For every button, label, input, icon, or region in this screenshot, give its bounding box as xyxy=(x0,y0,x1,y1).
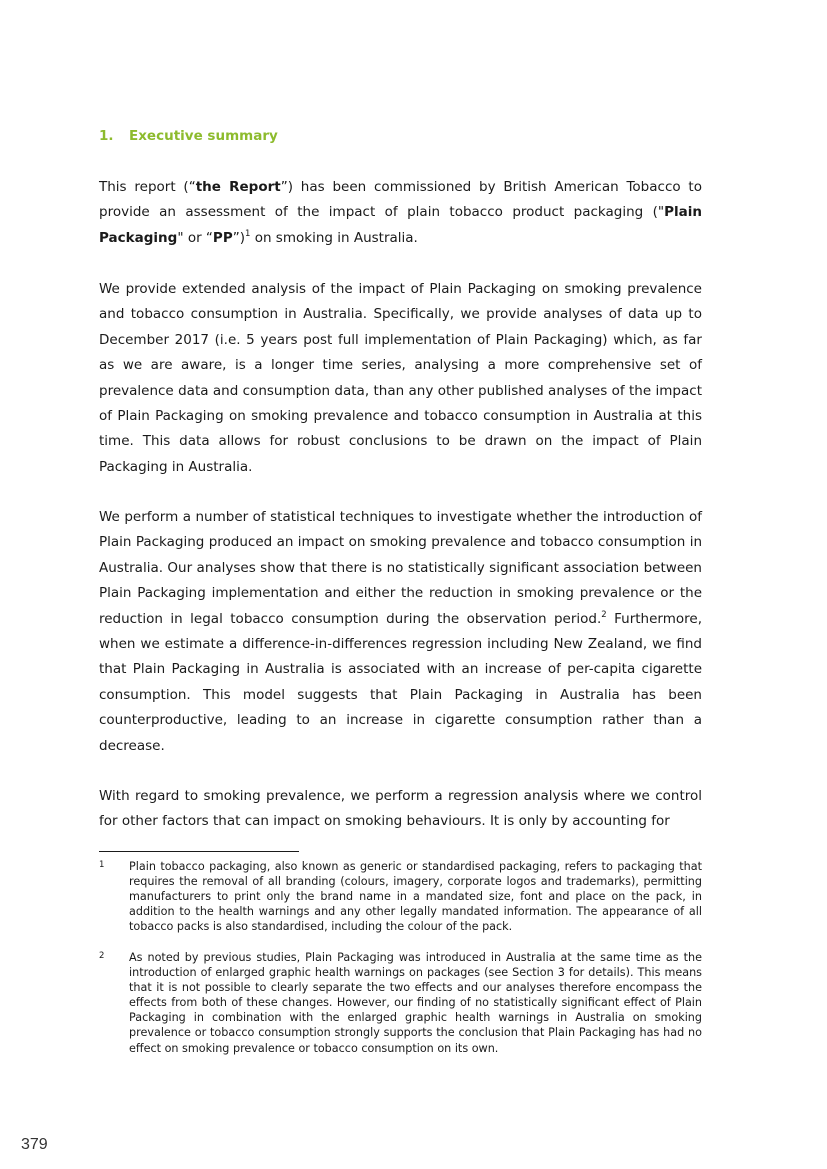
section-heading xyxy=(99,128,278,144)
paragraph-scope: We provide extended analysis of the impact of Plain Packaging on smoking prevalence and tobacco consumption in Australia. Specifically, we provide analyses of data up to December 2017 (i.e. 5 years post full implementation of Plain Packaging) which, as far as we are aware, is a longer time series, analysing a more comprehensive set of prevalence data and consumption data, than any other published analyses of the impact of Plain Packaging on smoking prevalence and tobacco consumption in Australia at this time. This data allows for robust conclusions to be drawn on the impact of Plain Packaging in Australia. xyxy=(99,281,702,475)
paragraph-prevalence: With regard to smoking prevalence, we perform a regression analysis where we control for other factors that can impact on smoking behaviours. It is only by accounting for xyxy=(99,788,702,830)
text-run: ”) xyxy=(232,229,245,246)
footnote xyxy=(99,950,702,1056)
text-run: ”) has been commissioned by British American Tobacco to provide an assessment of the impact of plain tobacco product packaging (" xyxy=(99,179,702,221)
text-run: Furthermore, when we estimate a difference-in-differences regression including New Zealand, we find that Plain Packaging in Australia is associated with an increase of per-capita cigarette consumption. This model suggests that Plain Packaging in Australia has been counterproductive, leading to an increase in cigarette consumption rather than a decrease. xyxy=(99,610,702,754)
footnote-number: 2 xyxy=(99,951,105,961)
defined-term: PP xyxy=(212,229,233,246)
footnote-divider xyxy=(99,851,299,852)
text-run: We perform a number of statistical techniques to investigate whether the introduction of Plain Packaging produced an impact on smoking prevalence and tobacco consumption in Australia. Our analyses show that there is no statistically significant association between Plain Packaging implementation and either the reduction in smoking prevalence or the reduction in legal tobacco consumption during the observation period. xyxy=(99,509,702,627)
paragraph-findings xyxy=(99,505,702,759)
footnote-text: Plain tobacco packaging, also known as generic or standardised packaging, refers to packaging that requires the removal of all branding (colours, imagery, corporate logos and trademarks), permitting manufacturers to print only the brand name in a mandated size, font and place on the pack, in addition to the health warnings and any other legally mandated information. The appearance of all tobacco packs is also standardised, including the colour of the pack. xyxy=(129,860,702,934)
footnote-ref[interactable]: 2 xyxy=(601,609,607,620)
text-run: " or “ xyxy=(177,229,213,246)
page-number: 379 xyxy=(21,1136,48,1153)
section-number: 1. xyxy=(99,128,114,144)
text-run: This report (“ xyxy=(99,179,196,195)
footnote-ref[interactable]: 1 xyxy=(244,228,251,239)
footnote xyxy=(99,859,702,934)
defined-term: the Report xyxy=(195,179,281,195)
paragraph-intro xyxy=(99,175,702,251)
section-title: Executive summary xyxy=(129,128,278,144)
footnote-number: 1 xyxy=(99,860,105,870)
footnote-text: As noted by previous studies, Plain Packaging was introduced in Australia at the same time as the introduction of enlarged graphic health warnings on packages (see Section 3 for details). This means that it is not possible to clearly separate the two effects and our analyses therefore encompass the effects from both of these changes. However, our finding of no statistically significant effect of Plain Packaging in combination with the enlarged graphic health warnings in Australia on smoking prevalence or tobacco consumption strongly supports the conclusion that Plain Packaging has had no effect on smoking prevalence or tobacco consumption on its own. xyxy=(129,951,702,1055)
defined-term: Plain Packaging xyxy=(99,204,702,246)
text-run: on smoking in Australia. xyxy=(250,229,418,246)
